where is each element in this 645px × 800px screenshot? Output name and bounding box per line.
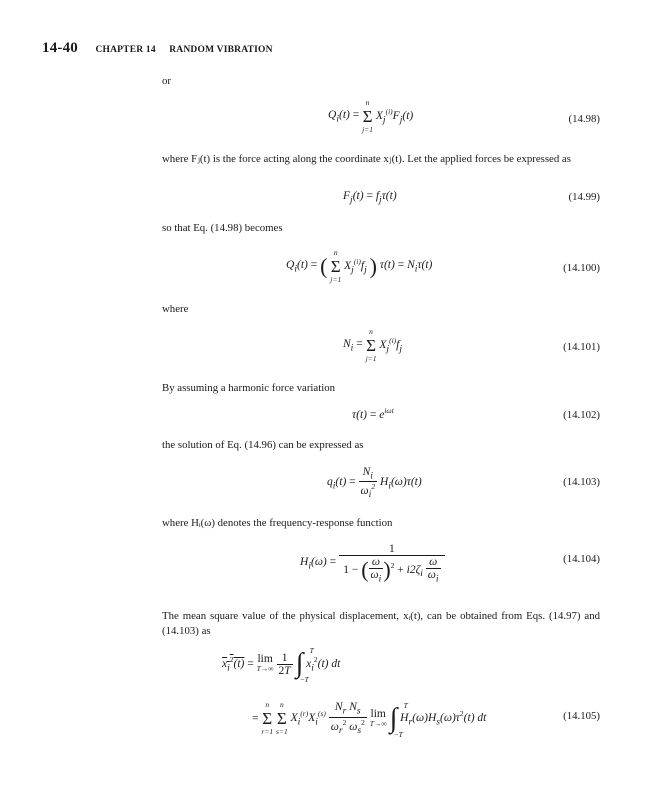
eq-number-14-102: (14.102) [563, 409, 600, 421]
equation-14-101: $N_i$ = n Σ j=1 $X_j^{(i)}f_j$ [343, 327, 403, 363]
eq-number-14-99: (14.99) [568, 191, 600, 203]
paragraph-forces: where Fⱼ(t) is the force acting along the coordinate xⱼ(t). Let the applied forces be expressed as [162, 153, 571, 165]
paragraph-harmonic: By assuming a harmonic force variation [162, 382, 335, 394]
equation-14-105-line2: = n Σ r=1 n Σ s=1 $X_i^{(r)}X_i^{(s)}$ $\frac{N_r N_s}{\omega_r^2 \omega_s^2}$ lim T→∞ T ∫ −T $H_r(\omega)H_s(\omega)\tau^2(t)$ dt [252, 700, 487, 739]
eq-number-14-104: (14.104) [563, 553, 600, 565]
page-number: 14-40 [42, 40, 78, 56]
eq-number-14-101: (14.101) [563, 341, 600, 353]
paragraph-where: where [162, 303, 189, 315]
chapter-label: CHAPTER 14 [95, 45, 156, 55]
running-header [42, 40, 273, 57]
equation-14-99: $F_j(t) = f_j\tau(t)$ [343, 190, 397, 206]
paragraph-solution: the solution of Eq. (14.96) can be expressed as [162, 439, 364, 451]
eq-number-14-105: (14.105) [563, 710, 600, 722]
equation-14-102: $\tau(t) = e^{i\omega t}$ [352, 406, 394, 421]
equation-14-100: $Q_i(t)$ = ( n Σ j=1 $X_j^{(i)}f_j$ ) $\tau(t) = N_i\tau(t)$ [286, 248, 433, 284]
eq-number-14-103: (14.103) [563, 476, 600, 488]
equation-14-103: $q_i(t)$ = $\frac{N_i}{\omega_i^2}$ $H_i(\omega)\tau(t)$ [327, 466, 422, 501]
paragraph-becomes: so that Eq. (14.98) becomes [162, 222, 283, 234]
paragraph-mean-square: The mean square value of the physical displacement, xᵢ(t), can be obtained from Eqs. (14.97) and (14.103) as [162, 610, 600, 637]
equation-14-104: $H_i(\omega)$ = 1 1 − ( $\frac{\omega}{\omega_i}$ )$^2 + i2\zeta_i$ $\frac{\omega}{\omega_i}$ [300, 543, 445, 584]
eq-number-14-98: (14.98) [568, 113, 600, 125]
text-or: or [162, 75, 171, 87]
equation-14-98: $Q_i(t)$ = n Σ j=1 $X_j^{(i)}F_j(t)$ [328, 98, 414, 134]
equation-14-105-line1: $x_i^2(t)$ = lim T→∞ $\frac{1}{2T}$ T ∫ −T $x_i^2(t)$ dt [222, 646, 341, 684]
paragraph-frf: where Hᵢ(ω) denotes the frequency-response function [162, 517, 393, 529]
chapter-title: RANDOM VIBRATION [169, 45, 273, 55]
eq-number-14-100: (14.100) [563, 262, 600, 274]
